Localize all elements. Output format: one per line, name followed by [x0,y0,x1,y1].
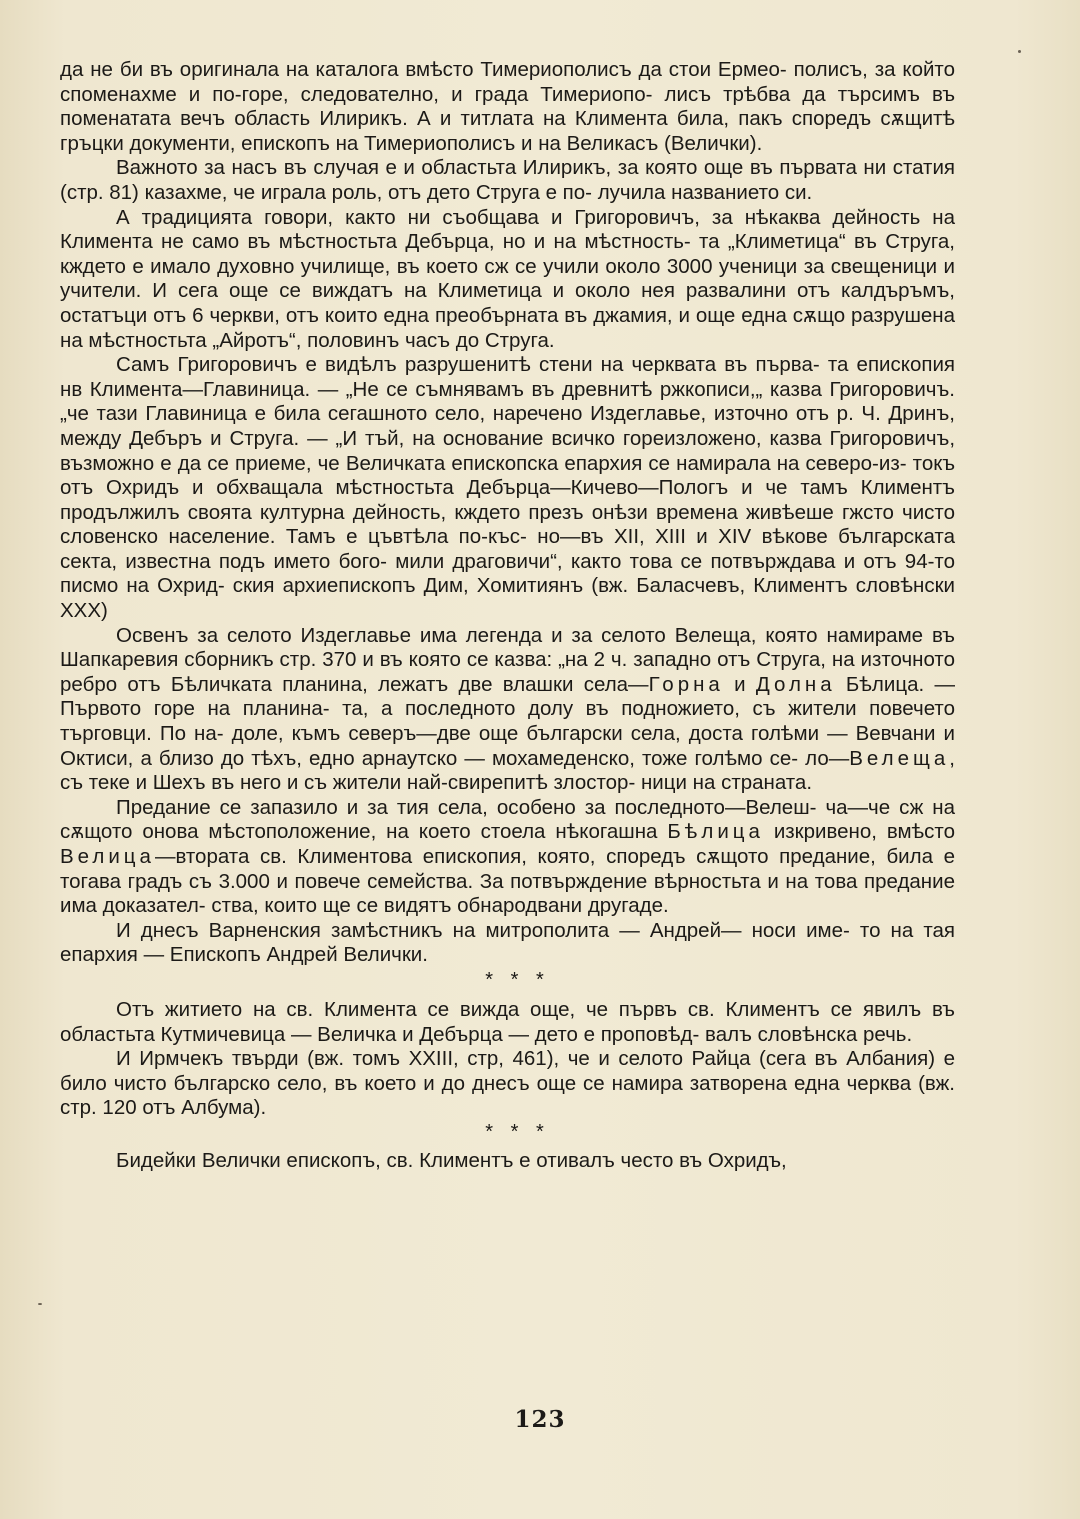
text-line: две влашки села— [458,672,649,696]
text-line: та, а последното долу въ подножието, съ жители повечето търговци. По на- [60,697,955,746]
text-line: Албания) е било чисто българско село, въ което и до днесъ още се намира [60,1047,955,1095]
text-line: Бѣлица. — Първото горе на планина- [60,672,955,721]
section-separator: * * * [485,968,550,991]
text-line: семейства. За потвърждение вѣрностьта и на това предание има доказател- [60,869,955,918]
text-line: на Климента била, пакъ споредъ сѫщитѣ гръцки документи, епископъ на [60,107,955,155]
text-line: разрушена на мѣстностьта „Айротъ“, половинъ часъ до Струга. [60,303,956,352]
text-line: лучила названието си. [597,180,813,204]
text-line: та епископия нв Климента—Главиница. — „Не се съмнявамъ въ древнитѣ [60,353,956,401]
text-line: Важното за насъ въ случая е и областьта Илирикъ, за която още въ [116,156,773,180]
text-line: да не би въ оригинала на каталога вмѣсто Тимериополисъ да стои Ермео- [60,58,787,81]
text-line: явилъ въ областьта Кутмичевица — Величка и Дебърца — дето е проповѣд- [60,997,955,1046]
spaced-word: Велица [60,845,155,868]
paragraph [60,919,955,968]
text-line: да се приеме, че Величката епископска епархия се намирала на северо-из- [177,451,907,475]
text-line: ча—че сж на сѫщото онова мѣстоположение, на което стоела нѣкогашна [60,795,955,844]
paragraph [60,353,955,624]
paragraph [60,1047,955,1121]
text-line: ло— [805,746,850,770]
paper-speck [38,1303,42,1305]
text-line: първата ни статия (стр. 81) казахме, че играла роль, отъ дето Струга е по- [60,156,955,204]
text-line: ския архиепископъ Дим, Хомитиянъ (вж. Баласчевъ, Климентъ словѣнски XXX) [60,574,955,623]
text-line: Самъ Григоровичъ е видѣлъ разрушенитѣ стени на черквата въ първа- [116,353,820,377]
paragraph [60,796,955,919]
text-line: и [723,672,756,696]
text-line: отъ 6 черкви, отъ които една преобърната въ джамия, и още една сѫщо [153,303,846,327]
text-line: А традицията говори, както ни съобщава и Григоровичъ, за нѣкаква [116,205,821,229]
text-line: лисъ трѣбва да търсимъ въ поменатата вечъ область Илирикъ. А и титлата [60,82,956,131]
text-line: но—въ XII, XIII и XIV вѣкове българската секта, известна подъ името бого- [60,525,955,573]
page-number: 123 [514,1406,566,1433]
paragraph [60,998,955,1047]
spaced-word: Долна [755,672,836,696]
text-line: доле, къмъ северъ—две още български села, доста голѣми — Вевчани и [231,722,955,746]
text-line: Отъ житието на св. Климента се вижда още, че първъ св. Климентъ се [116,997,853,1021]
text-line: Предание се запазило и за тия села, особено за последното—Велеш- [116,795,817,819]
text-line: —втората св. Климентова епископия, [154,845,527,868]
text-line: Бидейки Велички епископъ, св. Климентъ е отивалъ често въ Охридъ, [116,1148,787,1172]
text-line: Октиси, а близо до тѣхъ, едно арнаутско — мохамеденско, тоже голѣмо се- [60,746,799,770]
text-line: Тимериополисъ и на Великасъ (Велички). [364,131,763,155]
text-line: та „Климетица“ въ Струга, кждето е имало духовно училище, въ което сж [60,230,955,278]
text-line: токъ отъ Охридъ и обхващала мѣстностьта Дебърца—Кичево—Пологъ и че [60,451,956,500]
text-line: времена живѣеше гжсто чисто словенско население. Тамъ е цъвтѣла по-къс- [60,500,955,549]
text-line: , съ теке и Шехъ въ него и съ жители най-свирепитѣ злостор- [60,746,955,795]
paragraph [60,1149,955,1174]
text-line: западно отъ Струга, на източното ребро отъ Бѣличката планина, лежатъ [60,648,955,696]
text-line: затворена една черква (вж. стр. 120 отъ Албума). [60,1071,955,1120]
text-line: Освенъ за селото Издеглавье има легенда и за селото Велеща, която [116,623,818,647]
text-line: мили драговичи“, както това се потвърждава и отъ 94-то писмо на Охрид- [60,549,955,598]
text-line: И днесъ Варненския замѣстникъ на митрополита — Андрей— носи име- [116,918,850,942]
paper-speck [1018,50,1021,53]
text-line: виждатъ на Климетица и около нея развалини отъ калдъръмъ, остатъци [60,279,955,327]
text-line: ржкописи,„ казва Григоровичъ. „че тази Главиница е била сегашното село, [60,377,956,426]
text-line: ници на страната. [640,771,813,795]
body-text [60,58,955,1174]
section-separator: * * * [485,1120,550,1143]
text-line: И Ирмчекъ твърди (вж. томъ XXIII, стр, 461), че и селото Райца (сега въ [116,1047,838,1071]
text-line: наречено Издеглавье, източно отъ р. Ч. Дринъ, между Дебъръ и Струга. — [60,402,955,450]
text-line: дейность на Климента не само въ мѣстностьта Дебърца, но и на мѣстность- [60,205,955,254]
spaced-word: Бѣлица [667,820,764,844]
paragraph [60,156,955,205]
text-line: валъ словѣнска речь. [705,1022,913,1046]
text-line: то на тая епархия — Епископъ Андрей Велички. [60,918,955,967]
spaced-word: Велеща [849,746,950,770]
paragraph [60,206,955,354]
text-line: „И тъй, на основание всичко гореизложено, казва Григоровичъ, възможно е [60,426,956,475]
text-line: намираме въ Шапкаревия сборникъ стр. 370 и въ която се казва: „на 2 ч. [60,623,955,672]
text-line: полисъ, за който споменахме и по-горе, следователно, и града Тимериопо- [60,58,955,106]
text-line: която, споредъ сѫщото предание, била е тогава градъ съ 3.000 и повече [60,845,955,893]
paragraph [60,624,955,796]
paragraph [60,58,955,156]
spaced-word: Горна [648,672,724,696]
text-line: се учили около 3000 ученици за свещеници и учители. И сега още се [60,254,955,303]
text-line: изкривено, вмѣсто [763,820,955,844]
text-line: ства, които ще се видятъ обнародвани другаде. [211,894,669,918]
text-line: тамъ Климентъ продължилъ своята културна дейность, кждето презъ онѣзи [60,476,955,524]
